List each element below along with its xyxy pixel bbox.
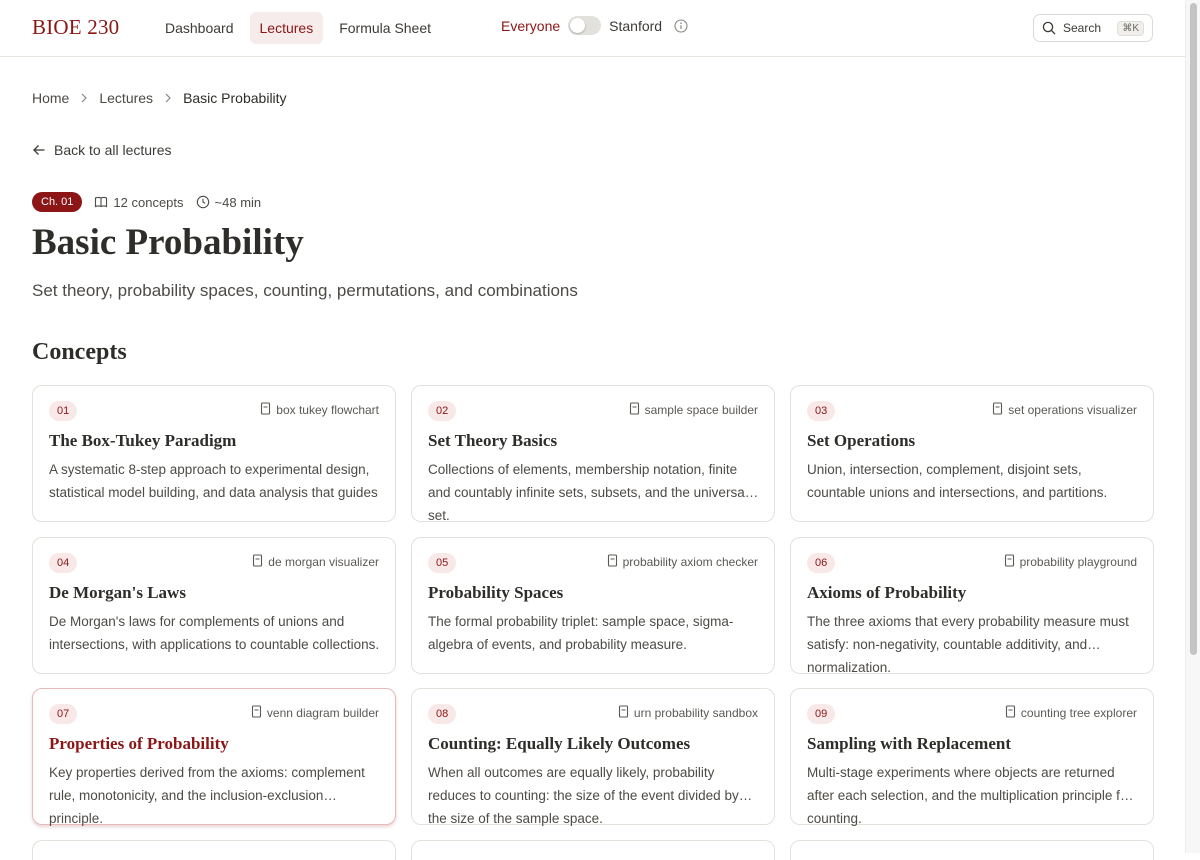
concept-card-partial[interactable] (790, 840, 1154, 860)
concept-tool (251, 705, 379, 721)
tool-icon (252, 554, 263, 570)
nav-dashboard[interactable]: Dashboard (165, 20, 234, 36)
concept-number: 05 (428, 553, 456, 573)
concept-card[interactable] (790, 385, 1154, 522)
concept-description: The three axioms that every probability measure must satisfy: non-negativity, countable additivity, and normalization. (807, 614, 1129, 675)
concept-tool-label: probability axiom checker (622, 555, 758, 569)
concept-tool-label: probability playground (1019, 555, 1137, 569)
info-icon[interactable] (674, 19, 688, 33)
tool-icon (629, 402, 640, 418)
concept-tool-label: urn probability sandbox (633, 706, 758, 720)
concept-tool (260, 402, 379, 418)
page-subtitle: Set theory, probability spaces, counting, permutations, and combinations (32, 281, 578, 300)
breadcrumb-current: Basic Probability (183, 90, 287, 106)
arrow-left-icon (32, 143, 46, 157)
concept-card-partial[interactable] (32, 840, 396, 860)
top-navigation-bar (0, 0, 1185, 57)
main-nav (155, 12, 441, 44)
concept-number: 07 (49, 704, 77, 724)
back-to-lectures-link[interactable] (32, 142, 172, 158)
concept-title: The Box-Tukey Paradigm (49, 431, 237, 450)
concept-card[interactable] (32, 537, 396, 674)
book-icon (94, 195, 108, 209)
concept-card[interactable] (411, 688, 775, 825)
tool-icon (251, 705, 262, 721)
page-title: Basic Probability (32, 222, 304, 263)
search-shortcut: ⌘K (1117, 21, 1144, 36)
vertical-scrollbar[interactable] (1185, 0, 1200, 853)
concepts-count-text: 12 concepts (113, 194, 184, 210)
concept-tool (992, 402, 1137, 418)
concept-tool (252, 554, 379, 570)
concept-title: Axioms of Probability (807, 583, 967, 602)
breadcrumb-home[interactable]: Home (32, 90, 70, 106)
section-title-concepts: Concepts (32, 339, 127, 365)
concept-number: 04 (49, 553, 77, 573)
breadcrumb (32, 90, 287, 106)
concept-card-partial[interactable] (411, 840, 775, 860)
concept-number: 06 (807, 553, 835, 573)
chevron-right-icon (78, 92, 90, 104)
concept-card[interactable] (790, 537, 1154, 674)
concept-tool-label: de morgan visualizer (268, 555, 379, 569)
concept-card[interactable] (790, 688, 1154, 825)
concept-tool-label: sample space builder (644, 403, 758, 417)
toggle-knob (570, 18, 585, 33)
nav-lectures[interactable]: Lectures (250, 12, 324, 44)
search-button[interactable] (1033, 14, 1153, 42)
tool-icon (607, 554, 618, 570)
concept-tool (607, 554, 758, 570)
concept-number: 09 (807, 704, 835, 724)
audience-toggle[interactable] (568, 16, 601, 35)
tool-icon (1004, 554, 1015, 570)
scrollbar-thumb[interactable] (1190, 3, 1197, 655)
concept-description: Union, intersection, complement, disjoint sets, countable unions and intersections, and partitions. (807, 462, 1108, 500)
concept-card[interactable] (411, 385, 775, 522)
concept-description: Multi-stage experiments where objects are returned after each selection, and the multiplication principle for counting. (807, 765, 1132, 826)
nav-formula-sheet[interactable]: Formula Sheet (339, 20, 432, 36)
chevron-right-icon (162, 92, 174, 104)
concept-tool-label: box tukey flowchart (276, 403, 379, 417)
tool-icon (992, 402, 1003, 418)
concept-description: The formal probability triplet: sample space, sigma-algebra of events, and probability measure. (428, 614, 734, 652)
concept-title: Sampling with Replacement (807, 734, 1011, 753)
concept-description: Key properties derived from the axioms: complement rule, monotonicity, and the inclusion-exclusion principle. (49, 765, 365, 826)
concept-number: 08 (428, 704, 456, 724)
concept-description: De Morgan's laws for complements of unions and intersections, with applications to countable collections. (49, 614, 380, 652)
concept-tool (1005, 705, 1137, 721)
tool-icon (618, 705, 629, 721)
chapter-badge: Ch. 01 (32, 192, 82, 212)
concept-tool-label: counting tree explorer (1020, 706, 1137, 720)
lecture-meta (32, 192, 261, 212)
concept-description: When all outcomes are equally likely, probability reduces to counting: the size of the event divided by the size of the sample space. (428, 765, 739, 826)
duration-text: ~48 min (214, 194, 262, 210)
concept-description: Collections of elements, membership notation, finite and countably infinite sets, subsets, and the universal set. (428, 462, 748, 523)
concept-title: Probability Spaces (428, 583, 564, 602)
concept-tool (629, 402, 758, 418)
concept-card[interactable] (411, 537, 775, 674)
clock-icon (196, 195, 210, 209)
search-icon (1042, 21, 1056, 35)
concept-card[interactable] (32, 385, 396, 522)
concept-number: 01 (49, 401, 77, 421)
concept-number: 02 (428, 401, 456, 421)
audience-everyone-label[interactable]: Everyone (501, 17, 561, 34)
concept-description: A systematic 8-step approach to experimental design, statistical model building, and data analysis that guides (49, 462, 378, 500)
breadcrumb-lectures[interactable]: Lectures (99, 90, 154, 106)
concept-title: Set Theory Basics (428, 431, 558, 450)
audience-switch (501, 16, 688, 35)
concept-title: Set Operations (807, 431, 916, 450)
concept-tool (618, 705, 758, 721)
concept-title: Properties of Probability (49, 734, 229, 753)
back-link-label: Back to all lectures (54, 142, 172, 158)
concept-card[interactable] (32, 688, 396, 825)
concept-title: Counting: Equally Likely Outcomes (428, 734, 691, 753)
course-brand[interactable]: BIOE 230 (32, 15, 120, 39)
search-label: Search (1063, 21, 1102, 35)
concept-tool-label: set operations visualizer (1008, 403, 1137, 417)
tool-icon (260, 402, 271, 418)
concept-number: 03 (807, 401, 835, 421)
duration (196, 195, 262, 210)
concepts-count (94, 195, 183, 210)
tool-icon (1005, 705, 1016, 721)
concept-tool-label: venn diagram builder (266, 706, 379, 720)
concept-tool (1004, 554, 1137, 570)
concept-title: De Morgan's Laws (49, 583, 186, 602)
audience-stanford-label[interactable]: Stanford (609, 17, 663, 34)
